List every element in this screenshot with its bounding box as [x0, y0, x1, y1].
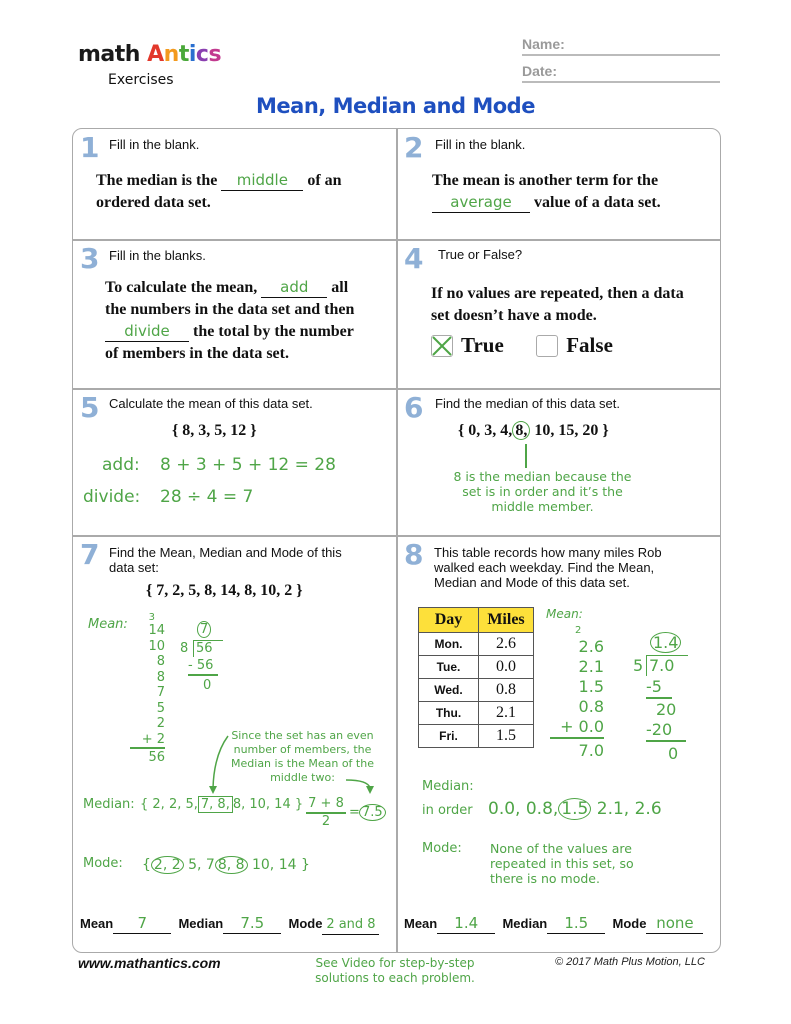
miles-cell: 2.6: [479, 633, 534, 656]
quotient: [197, 622, 211, 638]
text: Find the Mean, Median and Mode of this: [109, 545, 342, 560]
note-line: there is no mode.: [490, 871, 600, 886]
problem-number: 7: [80, 538, 100, 571]
day-cell: Mon.: [419, 633, 479, 656]
denominator: 2: [321, 814, 331, 829]
problem-number: 2: [404, 131, 424, 164]
text: the total by the number: [193, 323, 354, 340]
add-label: add:: [102, 455, 140, 475]
logo-letter: A: [147, 42, 164, 67]
divide-label: divide:: [83, 487, 141, 507]
mean-label: Mean:: [546, 607, 583, 621]
mode-answer-label: Mode: [612, 916, 647, 931]
table-row: [419, 702, 534, 725]
logo-letter: s: [208, 42, 222, 67]
dividend: 56: [193, 640, 223, 657]
problem-7-answers: [80, 914, 379, 935]
problem-8-answers: [404, 914, 703, 934]
problem-number: 8: [404, 538, 424, 571]
in-order-label: in order: [422, 803, 473, 818]
instruction: Calculate the mean of this data set.: [109, 396, 313, 411]
carry: 3: [148, 612, 155, 623]
answer: 2 and 8: [326, 917, 376, 932]
equals: =: [349, 805, 360, 820]
circled-pair: 8, 8: [215, 856, 248, 874]
answer-blank[interactable]: [221, 171, 303, 191]
instruction: Fill in the blank.: [109, 137, 200, 152]
answer: middle: [236, 171, 288, 189]
text: the numbers in the data set and then: [105, 301, 355, 318]
text: 8, 10, 14 }: [232, 797, 304, 812]
table-row: [419, 725, 534, 748]
answer: add: [280, 278, 309, 296]
addend: 2.6: [578, 637, 604, 656]
text: of members in the data set.: [105, 345, 289, 362]
false-checkbox[interactable]: [536, 335, 558, 357]
note-line: Since the set has an even: [231, 729, 374, 742]
line: [105, 277, 395, 299]
text: This table records how many miles Rob: [434, 545, 662, 560]
text: { 2, 2, 5,: [140, 797, 198, 812]
addend: 8: [156, 654, 165, 669]
answer: 1.5: [564, 914, 589, 932]
median-answer-label: Median: [502, 916, 548, 931]
bring-down: 20: [656, 700, 677, 719]
dividend: 7.0: [646, 655, 688, 676]
table-row: [419, 656, 534, 679]
answer-blank[interactable]: [261, 278, 327, 298]
miles-cell: 2.1: [479, 702, 534, 725]
quotient: [650, 633, 681, 653]
dataset: { 7, 2, 5, 8, 14, 8, 10, 2 }: [146, 582, 303, 599]
median-work: [140, 797, 303, 813]
median-answer-blank[interactable]: [223, 914, 281, 934]
column-header: Miles: [479, 608, 534, 633]
divisor: 8: [180, 641, 189, 656]
circled-pair: 2, 2: [151, 856, 184, 874]
addend: 0.8: [578, 697, 604, 716]
addend: 2: [156, 716, 165, 731]
circled-quotient: 1.4: [650, 632, 681, 653]
boxed-middle: 7, 8,: [198, 796, 233, 813]
median-label: Median:: [83, 797, 135, 812]
logo-letter: c: [195, 42, 209, 67]
text: value of a data set.: [534, 194, 661, 211]
median-label: Median:: [422, 779, 474, 794]
text: set doesn’t have a mode.: [431, 307, 597, 324]
addition-stack: [550, 625, 604, 763]
answer: divide: [124, 322, 170, 340]
addend: 1.5: [578, 677, 604, 696]
note-line: number of members, the: [233, 743, 372, 756]
addend: 8: [156, 669, 165, 685]
video-note: [300, 956, 490, 986]
check-x-icon: [431, 335, 453, 357]
mean-answer-label: Mean: [404, 916, 438, 931]
text: all: [331, 279, 349, 296]
copyright: © 2017 Math Plus Motion, LLC: [555, 956, 705, 968]
answer: average: [450, 193, 512, 211]
true-label: True: [461, 333, 504, 357]
problem-number: 4: [404, 242, 424, 275]
text: 2.1, 2.6: [596, 799, 662, 819]
instruction: Find the median of this data set.: [435, 396, 620, 411]
problem-2-text: [432, 170, 717, 214]
mode-answer-blank[interactable]: [322, 915, 379, 935]
mode-answer-label: Mode: [288, 916, 323, 931]
miles-cell: 1.5: [479, 725, 534, 748]
text: 10, 15, 20 }: [534, 422, 609, 439]
note-line: set is in order and it’s the: [462, 484, 623, 499]
note-line: See Video for step-by-step: [315, 956, 475, 970]
fraction: [306, 796, 346, 830]
instruction: [434, 545, 662, 590]
note-line: 8 is the median because the: [453, 469, 632, 484]
answer: none: [656, 914, 694, 932]
column-header: Day: [419, 608, 479, 633]
instruction: [109, 545, 342, 575]
line: [105, 321, 395, 343]
divider: [396, 128, 398, 953]
note-line: middle two:: [270, 771, 335, 784]
true-false-options: [431, 333, 641, 358]
note-line: solutions to each problem.: [315, 971, 475, 985]
instruction: True or False?: [438, 247, 523, 262]
line: [432, 192, 717, 214]
text: data set:: [109, 560, 159, 575]
pointer-line: [525, 444, 527, 468]
text: 10, 14 }: [251, 857, 310, 873]
ordered-set: [488, 799, 662, 819]
text: To calculate the mean,: [105, 279, 258, 296]
answer-blank[interactable]: [105, 322, 189, 342]
text: ordered data set.: [96, 194, 211, 211]
day-cell: Wed.: [419, 679, 479, 702]
median-note: [420, 469, 665, 514]
circled-result: 7.5: [359, 804, 386, 821]
addend: 14: [148, 623, 165, 638]
note-line: repeated in this set, so: [490, 856, 634, 871]
remainder: 0: [668, 744, 679, 763]
logo-letter: i: [188, 42, 196, 67]
worksheet-title: Mean, Median and Mode: [256, 94, 535, 118]
problem-number: 5: [80, 391, 100, 424]
median-answer-label: Median: [178, 916, 224, 931]
circled-median: 8,: [512, 421, 530, 440]
false-label: False: [566, 333, 613, 357]
addend: + 2: [130, 732, 165, 750]
day-cell: Tue.: [419, 656, 479, 679]
note-line: middle member.: [491, 499, 594, 514]
logo-letter: n: [163, 42, 179, 67]
text: { 0, 3, 4,: [458, 422, 513, 439]
median-answer-blank[interactable]: [547, 914, 605, 934]
text: If no values are repeated, then a data: [431, 285, 684, 302]
mode-note: [490, 841, 634, 886]
mean-label: Mean:: [88, 617, 128, 632]
addition-stack: [130, 612, 165, 766]
text: 0.0, 0.8,: [488, 799, 559, 819]
subtract-step: -20: [646, 720, 686, 742]
sum: 56: [148, 750, 165, 765]
day-cell: Thu.: [419, 702, 479, 725]
mode-answer-blank[interactable]: [646, 914, 703, 934]
text: of an: [307, 172, 342, 189]
carry: 2: [575, 625, 582, 636]
miles-cell: 0.0: [479, 656, 534, 679]
text: {: [142, 857, 151, 873]
subtract-step: -5: [646, 677, 672, 699]
name-field[interactable]: Name:: [522, 36, 720, 56]
sum: 7.0: [578, 741, 604, 760]
logo-math: math: [78, 42, 140, 67]
mean-answer-blank[interactable]: [437, 914, 495, 934]
answer: 7: [137, 914, 147, 932]
website-link[interactable]: www.mathantics.com: [78, 955, 221, 971]
math-antics-logo: [78, 42, 221, 67]
circled-quotient: 7: [197, 621, 211, 638]
divide-work: 28 ÷ 4 = 7: [160, 487, 254, 507]
answer: 7.5: [240, 914, 265, 932]
dataset: [458, 420, 609, 442]
mode-work: [142, 857, 310, 873]
day-cell: Fri.: [419, 725, 479, 748]
addend: 5: [156, 700, 165, 716]
mode-label: Mode:: [422, 841, 462, 856]
date-field[interactable]: Date:: [522, 63, 720, 83]
mode-label: Mode:: [83, 856, 123, 871]
add-work: 8 + 3 + 5 + 12 = 28: [160, 455, 336, 475]
mean-answer-blank[interactable]: [113, 914, 171, 934]
addend: 10: [148, 638, 165, 654]
line: [96, 170, 391, 192]
mean-answer-label: Mean: [80, 916, 114, 931]
table-header-row: [419, 608, 534, 633]
answer-blank[interactable]: [432, 193, 530, 213]
arrow-icon: [200, 730, 380, 796]
addend: + 0.0: [550, 717, 604, 739]
text: walked each weekday. Find the Mean,: [434, 560, 655, 575]
miles-cell: 0.8: [479, 679, 534, 702]
problem-3-text: [105, 277, 395, 365]
text: The mean is another term for the: [432, 172, 659, 189]
miles-table: [418, 607, 534, 748]
problem-4-statement: [431, 283, 716, 327]
problem-1-text: [96, 170, 391, 214]
median-result: [359, 805, 386, 821]
addend: 7: [156, 685, 165, 700]
logo-subtitle: Exercises: [108, 72, 174, 88]
text: 5, 7: [188, 857, 215, 873]
numerator: 7 + 8: [306, 796, 346, 814]
text: The median is the: [96, 172, 218, 189]
text: Median and Mode of this data set.: [434, 575, 630, 590]
subtract-step: - 56: [188, 658, 218, 676]
dataset: { 8, 3, 5, 12 }: [172, 422, 257, 439]
problem-number: 6: [404, 391, 424, 424]
note-line: None of the values are: [490, 841, 632, 856]
instruction: Fill in the blank.: [435, 137, 526, 152]
circled-median: 1.5: [558, 798, 591, 820]
table-row: [419, 633, 534, 656]
divisor: 5: [633, 656, 644, 675]
problem-number: 3: [80, 242, 100, 275]
problem-number: 1: [80, 131, 100, 164]
true-checkbox[interactable]: [431, 335, 453, 357]
note-line: Median is the Mean of the: [231, 757, 374, 770]
addend: 2.1: [578, 657, 604, 676]
instruction: Fill in the blanks.: [109, 248, 206, 263]
remainder: 0: [203, 678, 212, 693]
table-row: [419, 679, 534, 702]
answer: 1.4: [454, 914, 479, 932]
logo-letter: t: [178, 42, 189, 67]
